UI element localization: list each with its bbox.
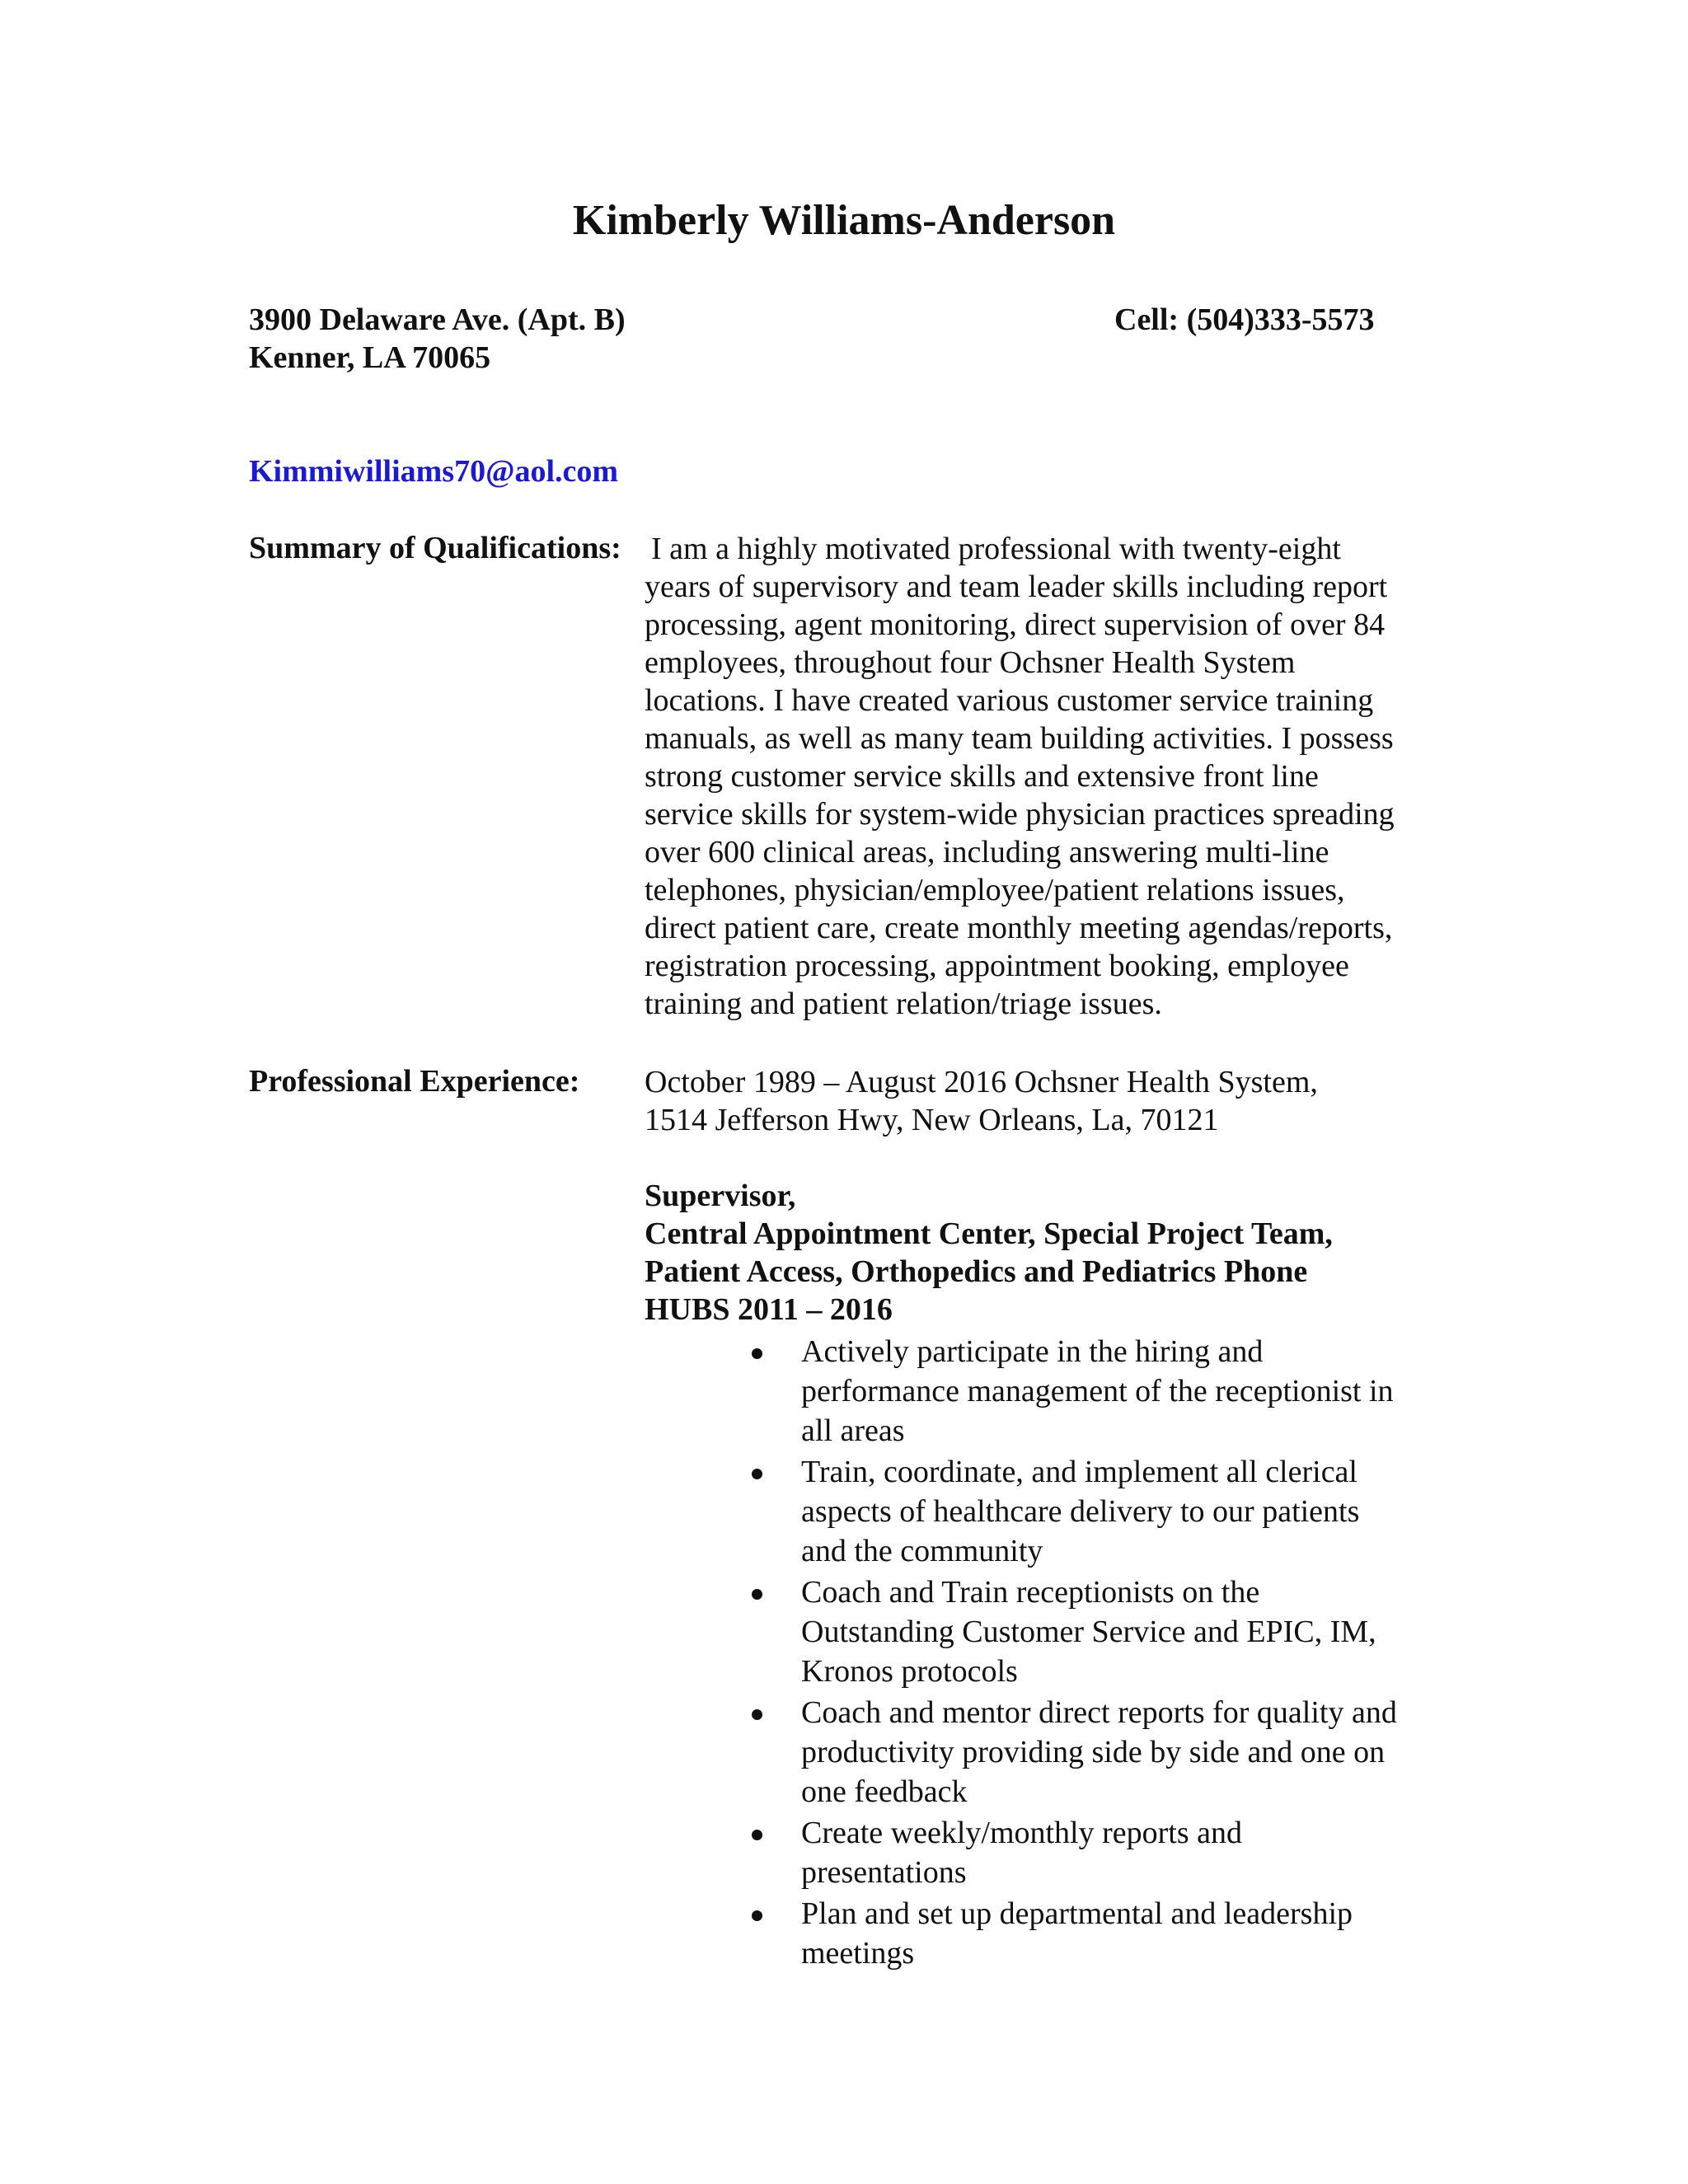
employer-address: 1514 Jefferson Hwy, New Orleans, La, 70121 (645, 1103, 1219, 1137)
list-item (742, 1813, 1451, 1892)
list-item-line: one feedback (801, 1774, 968, 1809)
summary-line: strong customer service skills and extensive front line (645, 759, 1319, 794)
cell-phone: Cell: (504)333-5573 (1114, 302, 1375, 337)
summary-line: telephones, physician/employee/patient relations issues, (645, 873, 1345, 907)
summary-label: Summary of Qualifications: (249, 531, 621, 565)
list-item-line: Actively participate in the hiring and (801, 1334, 1264, 1369)
list-item-line: Plan and set up departmental and leadership (801, 1896, 1353, 1931)
list-item (742, 1572, 1451, 1691)
summary-line: processing, agent monitoring, direct supervision of over 84 (645, 607, 1386, 642)
bullet-icon (752, 1910, 762, 1921)
list-item-line: Kronos protocols (801, 1654, 1018, 1689)
bullet-icon (752, 1589, 762, 1600)
summary-line: registration processing, appointment booking, employee (645, 949, 1349, 983)
summary-line: locations. I have created various customer service training (645, 683, 1374, 718)
list-item-line: productivity providing side by side and one on (801, 1735, 1386, 1769)
employment-dates-employer: October 1989 – August 2016 Ochsner Health System, (645, 1065, 1318, 1099)
bullet-icon (752, 1348, 762, 1359)
list-item (742, 1452, 1451, 1571)
job-title-line: Patient Access, Orthopedics and Pediatrics Phone (645, 1254, 1308, 1289)
list-item-line: Outstanding Customer Service and EPIC, IM, (801, 1615, 1376, 1649)
bullet-icon (752, 1469, 762, 1479)
job-title-block (645, 1177, 1333, 1329)
list-item-line: Coach and mentor direct reports for quality and (801, 1695, 1397, 1730)
summary-line: I am a highly motivated professional with twenty-eight (651, 532, 1341, 566)
summary-line: direct patient care, create monthly meeting agendas/reports, (645, 911, 1393, 945)
summary-line: employees, throughout four Ochsner Health System (645, 645, 1296, 680)
list-item-line: performance management of the receptionist in (801, 1374, 1394, 1408)
bullet-icon (752, 1830, 762, 1840)
summary-line: years of supervisory and team leader skills including report (645, 569, 1388, 604)
list-item-line: and the community (801, 1534, 1043, 1568)
list-item (742, 1693, 1451, 1811)
summary-line: training and patient relation/triage issues. (645, 987, 1162, 1021)
list-item-line: Coach and Train receptionists on the (801, 1575, 1260, 1610)
list-item-line: Train, coordinate, and implement all clerical (801, 1455, 1357, 1489)
summary-line: over 600 clinical areas, including answering multi-line (645, 835, 1329, 869)
summary-line: service skills for system-wide physician practices spreading (645, 797, 1395, 832)
address-line-1: 3900 Delaware Ave. (Apt. B) (249, 302, 626, 337)
experience-label: Professional Experience: (249, 1064, 580, 1099)
list-item (742, 1894, 1451, 1973)
list-item-line: presentations (801, 1855, 967, 1890)
resume-name: Kimberly Williams-Anderson (572, 197, 1116, 244)
job-title-line: Supervisor, (645, 1179, 796, 1213)
address-line-2: Kenner, LA 70065 (249, 340, 491, 375)
list-item-line: meetings (801, 1936, 915, 1971)
job-title-line: HUBS 2011 – 2016 (645, 1292, 893, 1327)
bullet-icon (752, 1709, 762, 1720)
list-item-line: aspects of healthcare delivery to our patients (801, 1494, 1360, 1529)
summary-text (645, 568, 1452, 1023)
responsibilities-list (742, 1332, 1451, 1975)
list-item (742, 1332, 1451, 1451)
list-item-line: all areas (801, 1413, 905, 1448)
job-title-line: Central Appointment Center, Special Project Team, (645, 1216, 1333, 1251)
email-link[interactable]: Kimmiwilliams70@aol.com (249, 454, 619, 489)
list-item-line: Create weekly/monthly reports and (801, 1816, 1243, 1850)
summary-line: manuals, as well as many team building activities. I possess (645, 721, 1394, 756)
